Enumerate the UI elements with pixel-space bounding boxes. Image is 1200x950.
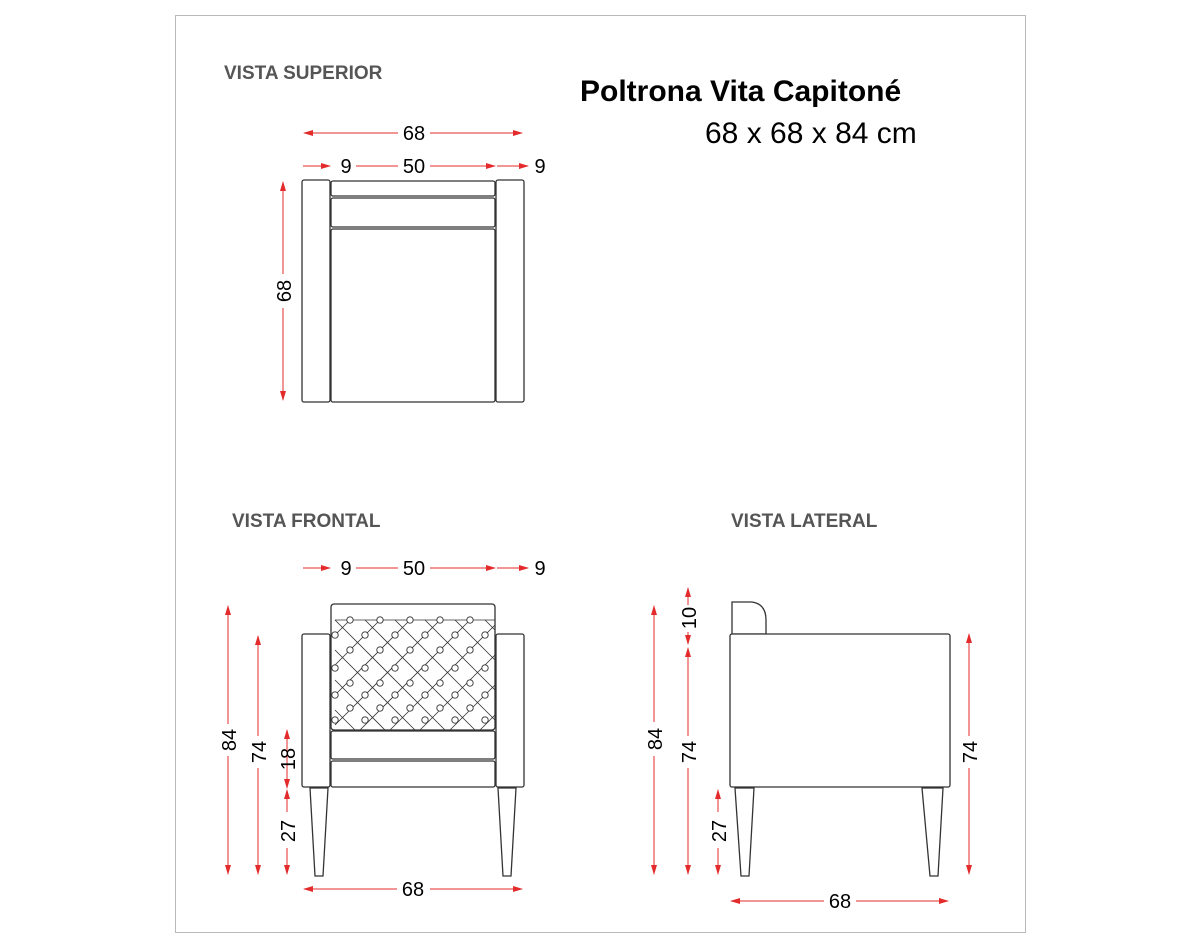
front-total-height: 84	[219, 728, 241, 752]
tuft-button	[422, 632, 428, 638]
tuft-button	[392, 692, 398, 698]
side-leg-height: 27	[709, 819, 731, 843]
tuft-button	[407, 705, 413, 711]
side-front-leg	[735, 788, 754, 876]
sheet-border	[176, 16, 1026, 933]
front-leg-height: 27	[278, 819, 300, 843]
tuft-button	[437, 617, 443, 623]
tuft-button	[362, 632, 368, 638]
top-seat	[331, 229, 495, 402]
tuft-button	[377, 680, 383, 686]
tuft-button	[377, 617, 383, 623]
tuft-button	[377, 705, 383, 711]
front-seat-base	[331, 761, 495, 787]
side-body	[730, 634, 950, 787]
tuft-button	[407, 617, 413, 623]
top-backrest	[331, 181, 495, 196]
tuft-button	[392, 665, 398, 671]
top-arm-left-width: 9	[340, 156, 352, 178]
top-total-width: 68	[402, 123, 426, 145]
top-arm-right-width: 9	[534, 156, 546, 178]
tuft-button	[467, 647, 473, 653]
tuft-button	[452, 717, 458, 723]
tuft-button	[467, 617, 473, 623]
tuft-button	[362, 717, 368, 723]
top-back-cushion	[331, 198, 495, 227]
product-title: Poltrona Vita Capitoné	[580, 75, 902, 108]
tuft-button	[482, 632, 488, 638]
side-back-top-height: 10	[679, 606, 701, 630]
tuft-button	[467, 705, 473, 711]
tuft-button	[332, 717, 338, 723]
tuft-button	[362, 692, 368, 698]
tuft-button	[482, 692, 488, 698]
tuft-button	[422, 717, 428, 723]
top-view-drawing	[302, 180, 524, 402]
tuft-button	[482, 717, 488, 723]
tuft-button	[452, 632, 458, 638]
front-view-label: VISTA FRONTAL	[232, 511, 381, 532]
tuft-button	[362, 665, 368, 671]
tuft-button	[437, 680, 443, 686]
side-total-height: 84	[645, 727, 667, 751]
side-arm-height-right: 74	[960, 740, 982, 764]
side-arm-height: 74	[679, 740, 701, 764]
front-seat-width: 50	[402, 558, 426, 580]
front-left-arm	[302, 634, 330, 787]
tuft-button	[332, 632, 338, 638]
tuft-button	[347, 705, 353, 711]
top-left-arm	[302, 180, 330, 402]
tuft-button	[437, 705, 443, 711]
tuft-button	[452, 692, 458, 698]
top-view-label: VISTA SUPERIOR	[224, 63, 383, 84]
tuft-button	[422, 665, 428, 671]
tuft-button	[422, 692, 428, 698]
tuft-button	[347, 647, 353, 653]
tuft-button	[377, 647, 383, 653]
front-arm-right-width: 9	[534, 558, 546, 580]
front-total-width: 68	[401, 879, 425, 901]
front-right-arm	[496, 634, 524, 787]
product-dimensions: 68 x 68 x 84 cm	[705, 117, 917, 150]
tuft-button	[407, 680, 413, 686]
tuft-button	[347, 617, 353, 623]
side-view-label: VISTA LATERAL	[731, 511, 878, 532]
front-right-leg	[498, 788, 516, 876]
side-depth: 68	[828, 891, 852, 913]
front-cushion-height: 18	[278, 747, 300, 771]
tuft-button	[392, 717, 398, 723]
front-left-leg	[310, 788, 328, 876]
tuft-button	[452, 665, 458, 671]
side-back-leg	[922, 788, 943, 876]
tuft-button	[437, 647, 443, 653]
tuft-button	[332, 665, 338, 671]
tuft-button	[332, 692, 338, 698]
front-seat-cushion	[331, 731, 495, 759]
tuft-button	[347, 680, 353, 686]
tuft-button	[482, 665, 488, 671]
tuft-button	[392, 632, 398, 638]
top-seat-width: 50	[402, 156, 426, 178]
front-arm-height: 74	[249, 740, 271, 764]
top-depth: 68	[274, 279, 296, 303]
tuft-button	[407, 647, 413, 653]
side-view-drawing	[730, 602, 950, 876]
side-backrest-top	[732, 602, 766, 634]
front-arm-left-width: 9	[340, 558, 352, 580]
front-view-drawing	[302, 604, 524, 876]
top-right-arm	[496, 180, 524, 402]
tuft-button	[467, 680, 473, 686]
